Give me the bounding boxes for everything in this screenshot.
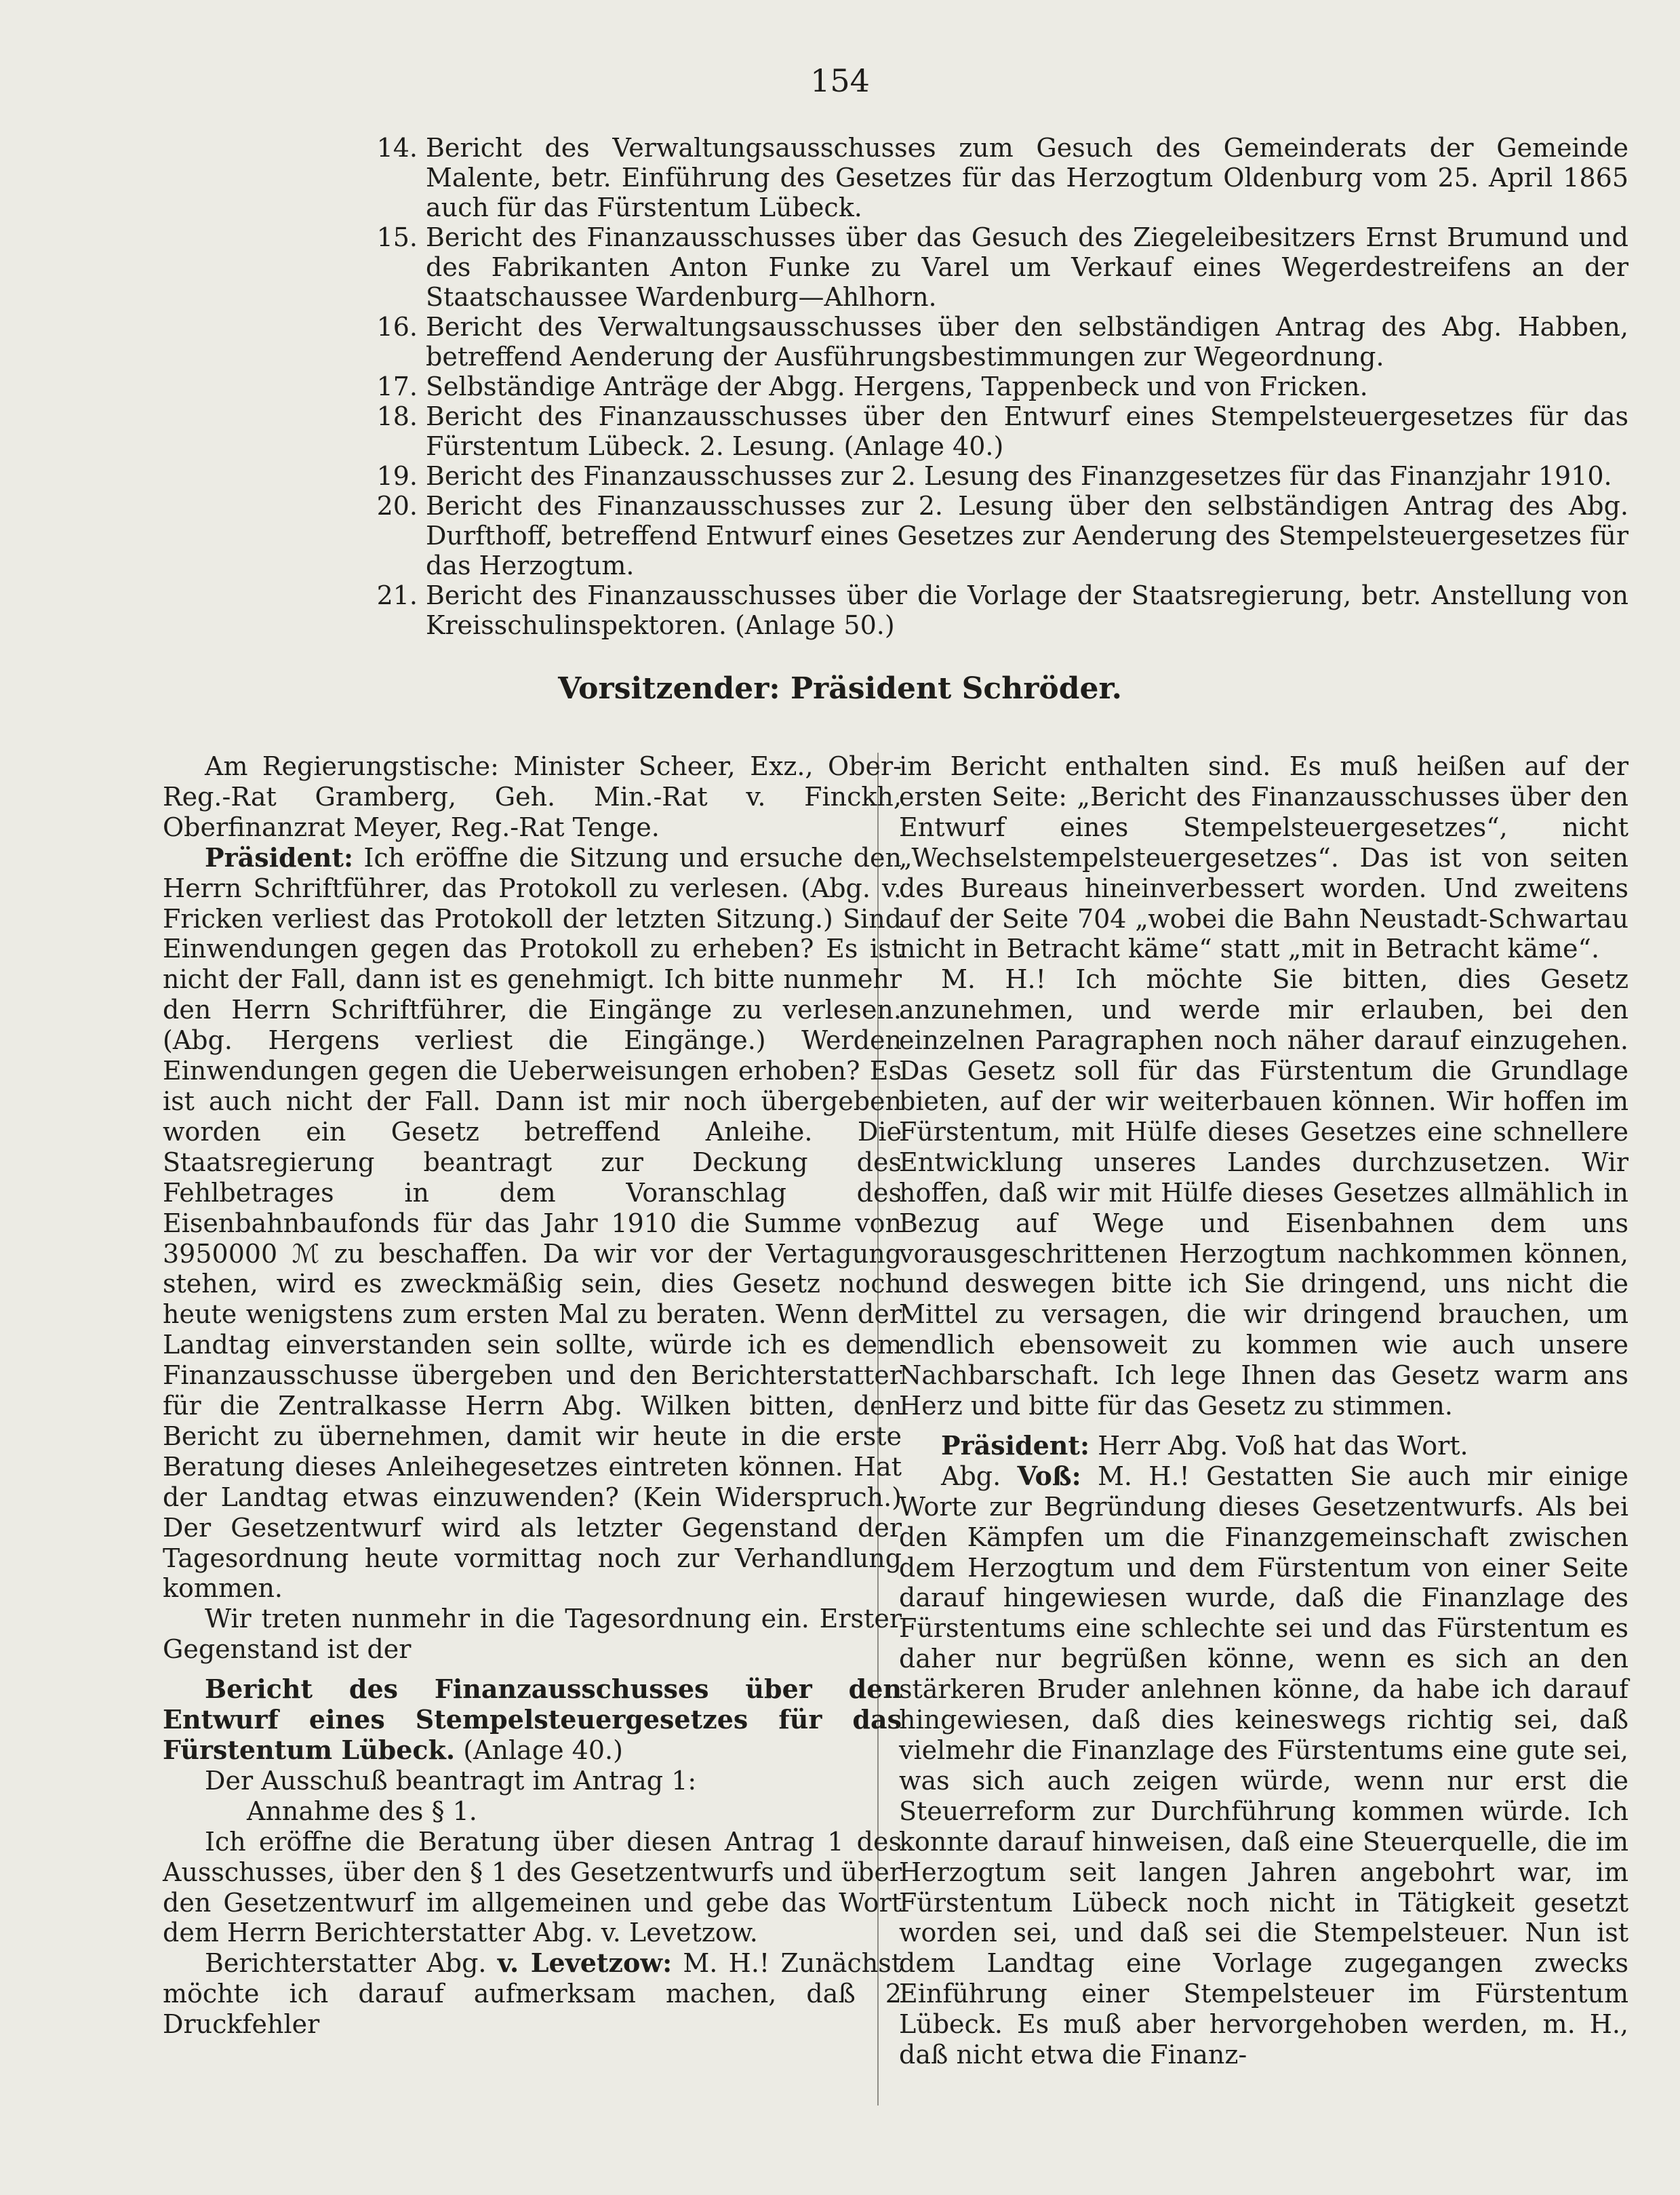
left-column <box>163 751 902 2040</box>
rapporteur-paragraph: M. H.! Ich möchte Sie bitten, dies Gesetz anzunehmen, und werde mir erlauben, bei den einzelnen Paragraphen noch näher darauf einzugehen. Das Gesetz soll für das Fürstentum die Grundlage bieten, auf der wir weiterbauen können. Wir hoffen im Fürstentum, mit Hülfe dieses Gesetzes eine schnellere Entwicklung unseres Landes durchzusetzen. Wir hoffen, daß wir mit Hülfe dieses Gesetzes allmählich in Bezug auf Wege und Eisenbahnen dem uns vorausgeschrittenen Herzogtum nachkommen können, und deswegen bitte ich Sie dringend, uns nicht die Mittel zu versagen, die wir dringend brauchen, um endlich ebensoweit zu kommen wie auch unsere Nachbarschaft. Ich lege Ihnen das Gesetz warm ans Herz und bitte für das Gesetz zu stimmen. <box>899 964 1628 1421</box>
agenda-transition-paragraph: Wir treten nunmehr in die Tagesordnung ein. Erster Gegenstand ist der <box>163 1604 902 1665</box>
speech-text: M. H.! Zunächst möchte ich darauf aufmerksam machen, daß 2 Druckfehler <box>163 1948 902 2040</box>
speaker-name: v. Levetzow: <box>497 1947 673 1979</box>
agenda-item-number: 17. <box>376 372 418 401</box>
agenda-item-number: 21. <box>376 580 418 610</box>
speech-text: M. H.! Gestatten Sie auch mir einige Worte zur Begründung dieses Gesetzentwurfs. Als bei den Kämpfen um die Finanzgemeinschaft zwischen dem Herzogtum und dem Fürstentum von einer Seite darauf hingewiesen wurde, daß die Finanzlage des Fürstentums eine schlechte sei und das Fürstentum es daher nur begrüßen könne, wenn es sich an den stärkeren Bruder anlehnen könne, da habe ich darauf hingewiesen, daß dies keineswegs richtig sei, daß vielmehr die Finanzlage des Fürstentums eine gute sei, was sich auch zeigen würde, wenn nur erst die Steuerreform zur Durchführung kommen würde. Ich konnte darauf hinweisen, daß eine Steuerquelle, die im Herzogtum seit langen Jahren angebohrt war, im Fürstentum Lübeck noch nicht in Tätigkeit gesetzt worden sei, und daß sei die Stempelsteuer. Nun ist dem Landtag eine Vorlage zugegangen zwecks Einführung einer Stempelsteuer im Fürstentum Lübeck. Es muß aber hervorgehoben werden, m. H., daß nicht etwa die Finanz- <box>899 1461 1628 2070</box>
voss-paragraph <box>899 1461 1628 2070</box>
agenda-item <box>366 372 1628 401</box>
rapporteur-paragraph <box>163 1948 902 2040</box>
agenda-subject-paragraph <box>163 1674 902 1766</box>
speaker-name: Präsident: <box>941 1429 1090 1461</box>
agenda-item-number: 20. <box>376 491 418 521</box>
agenda-item-text: Bericht des Finanzausschusses über die Vorlage der Staatsregierung, betr. Anstellung von Kreisschulinspektoren. (Anlage 50.) <box>426 580 1628 640</box>
right-column <box>899 751 1628 2070</box>
speaker-name: Präsident: <box>205 842 354 873</box>
speaker-role: Abg. <box>941 1461 1018 1491</box>
speaker-role: Berichterstatter Abg. <box>205 1948 498 1979</box>
agenda-item <box>366 491 1628 580</box>
debate-opening-paragraph: Ich eröffne die Beratung über diesen Antrag 1 des Ausschusses, über den § 1 des Gesetzentwurfs und über den Gesetzentwurf im allgemeinen und gebe das Wort dem Herrn Berichterstatter Abg. v. Levetzow. <box>163 1826 902 1948</box>
agenda-item-number: 16. <box>376 312 418 342</box>
agenda-list <box>366 133 1628 640</box>
page-number: 154 <box>810 62 870 99</box>
agenda-item-text: Bericht des Verwaltungsausschusses zum Gesuch des Gemeinderats der Gemeinde Malente, betr. Einführung des Gesetzes für das Herzogtum Oldenburg vom 25. April 1865 auch für das Fürstentum Lübeck. <box>426 133 1628 222</box>
speech-text: Herr Abg. Voß hat das Wort. <box>1089 1430 1468 1461</box>
agenda-subject-annex: (Anlage 40.) <box>455 1735 623 1765</box>
agenda-item-number: 19. <box>376 461 418 491</box>
government-bench-paragraph: Am Regierungstische: Minister Scheer, Exz., Ober-Reg.-Rat Gramberg, Geh. Min.-Rat v. Finckh, Oberfinanzrat Meyer, Reg.-Rat Tenge. <box>163 751 902 842</box>
agenda-item-number: 15. <box>376 222 418 252</box>
speech-text: Ich eröffne die Sitzung und ersuche den Herrn Schriftführer, das Protokoll zu verlesen. (Abg. v. Fricken verliest das Protokoll der letzten Sitzung.) Sind Einwendungen gegen das Protokoll zu erheben? Es ist nicht der Fall, dann ist es genehmigt. Ich bitte nunmehr den Herrn Schriftführer, die Eingänge zu verlesen. (Abg. Hergens verliest die Eingänge.) Werden Einwendungen gegen die Ueberweisungen erhoben? Es ist auch nicht der Fall. Dann ist mir noch übergeben worden ein Gesetz betreffend Anleihe. Die Staatsregierung beantragt zur Deckung des Fehlbetrages in dem Voranschlag des Eisenbahnbaufonds für das Jahr 1910 die Summe von 3950000 ℳ zu beschaffen. Da wir vor der Vertagung stehen, wird es zweckmäßig sein, dies Gesetz noch heute wenigstens zum ersten Mal zu beraten. Wenn der Landtag einverstanden sein sollte, würde ich es dem Finanzausschusse übergeben und den Berichterstatter für die Zentralkasse Herrn Abg. Wilken bitten, den Bericht zu übernehmen, damit wir heute in die erste Beratung dieses Anleihegesetzes eintreten können. Hat der Landtag etwas einzuwenden? (Kein Widerspruch.) Der Gesetzentwurf wird als letzter Gegenstand der Tagesordnung heute vormittag noch zur Verhandlung kommen. <box>163 842 902 1604</box>
chair-heading: Vorsitzender: Präsident Schröder. <box>558 671 1122 706</box>
agenda-item <box>366 461 1628 491</box>
rapporteur-continuation: im Bericht enthalten sind. Es muß heißen auf der ersten Seite: „Bericht des Finanzausschusses über den Entwurf eines Stempelsteuergesetzes“, nicht „Wechselstempelsteuergesetzes“. Das ist von seiten des Bureaus hineinverbessert worden. Und zweitens auf der Seite 704 „wobei die Bahn Neustadt-Schwartau nicht in Betracht käme“ statt „mit in Betracht käme“. <box>899 751 1628 964</box>
agenda-item-text: Bericht des Finanzausschusses zur 2. Lesung des Finanzgesetzes für das Finanzjahr 1910. <box>426 461 1612 491</box>
agenda-subject-title: Bericht des Finanzausschusses über den Entwurf eines Stempelsteuergesetzes für das Fürstentum Lübeck. <box>163 1674 902 1765</box>
agenda-item-text: Bericht des Finanzausschusses über das Gesuch des Ziegeleibesitzers Ernst Brumund und des Fabrikanten Anton Funke zu Varel um Verkauf eines Wegerdestreifens an der Staatschaussee Wardenburg—Ahlhorn. <box>426 222 1628 312</box>
agenda-item-number: 14. <box>376 133 418 163</box>
president-paragraph <box>899 1431 1628 1461</box>
agenda-item-text: Bericht des Finanzausschusses über den Entwurf eines Stempelsteuergesetzes für das Fürstentum Lübeck. 2. Lesung. (Anlage 40.) <box>426 401 1628 461</box>
speaker-name: Voß: <box>1017 1460 1081 1491</box>
agenda-item <box>366 222 1628 312</box>
agenda-item-text: Bericht des Verwaltungsausschusses über den selbständigen Antrag des Abg. Habben, betreffend Aenderung der Ausführungsbestimmungen zur Wegeordnung. <box>426 312 1628 372</box>
agenda-item <box>366 312 1628 372</box>
agenda-item-text: Bericht des Finanzausschusses zur 2. Lesung über den selbständigen Antrag des Abg. Durfthoff, betreffend Entwurf eines Gesetzes zur Aenderung des Stempelsteuergesetzes für das Herzogtum. <box>426 491 1628 580</box>
committee-motion-paragraph: Der Ausschuß beantragt im Antrag 1: <box>205 1765 697 1796</box>
president-paragraph <box>163 843 902 1604</box>
agenda-item-text: Selbständige Anträge der Abgg. Hergens, Tappenbeck und von Fricken. <box>426 372 1368 401</box>
agenda-item <box>366 580 1628 640</box>
agenda-item <box>366 133 1628 222</box>
agenda-item-number: 18. <box>376 401 418 431</box>
motion-text: Annahme des § 1. <box>247 1796 477 1826</box>
agenda-item <box>366 401 1628 461</box>
